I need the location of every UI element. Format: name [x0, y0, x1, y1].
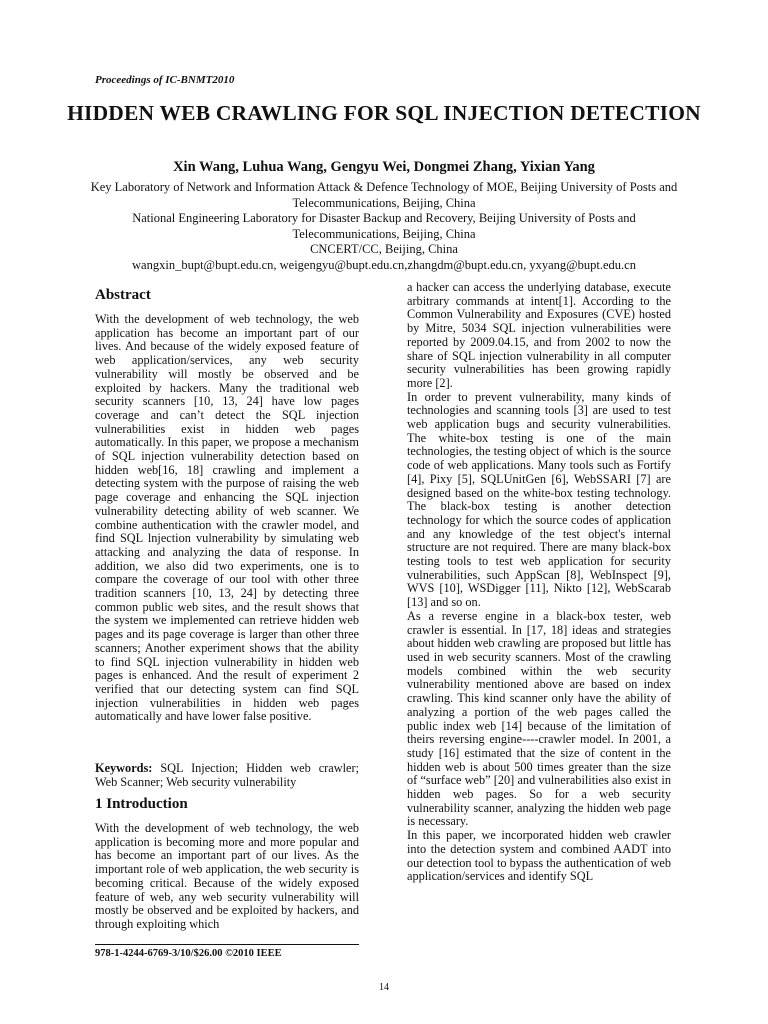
affiliation-bupt-lab: Key Laboratory of Network and Information Attack & Defence Technology of MOE, Beijing University of Posts and Telecommunications, Beijing, China — [90, 180, 678, 210]
abstract-text: With the development of web technology, the web application has become an important part of our lives. And because of the widely exposed feature of web application/services, any web security vulnerability will mostly be observed and be exploited by hackers. Many the traditional web security scanners [10, 13, 24] have low pages coverage and can’t detect the SQL injection vulnerabilities exist in hidden web pages automatically. In this paper, we propose a mechanism of SQL injection vulnerability detection based on hidden web[16, 18] crawling and implement a detecting system with the purpose of raising the web page coverage and enhancing the SQL injection vulnerability detecting ability of web scanner. We combine authentication with the crawler model, and find SQL lnjection vulnerability by simulating web attacking and analyzing the data of response. In addition, we also did two experiments, one is to compare the coverage of our tool with other three tradition scanners [10, 13, 24] by detecting three common public web sites, and the result shows that the system we implemented can retrieve hidden web pages and its page coverage is larger than other three scanners; Another experiment shows that the ability to find SQL injection vulnerability in hidden web pages is enhanced. And the result of experiment 2 verified that our detecting system can find SQL injection vulnerabilities in hidden web pages automatically and have lower false positive. — [95, 312, 359, 724]
abstract-heading: Abstract — [95, 287, 151, 303]
introduction-paragraph: As a reverse engine in a black-box tester, web crawler is essential. In [17, 18] ideas and strategies about hidden web crawling are proposed but little has used in web security scanners. Most of the crawling models combined within the web security vulnerability mentioned above are based on index crawling. This kind scanner only have the ability of analyzing a portion of the web pages called the public index web [14] because of the limitation of theirs reversing engine----crawler model. In 2001, a study [16] estimated that the size of content in the hidden web is about 500 times greater than the size of “surface web” [20] and vulnerabilities also exist in hidden web pages. So for a web security vulnerability scanner, analyzing the hidden web page is necessary. — [407, 608, 671, 829]
paper-title: HIDDEN WEB CRAWLING FOR SQL INJECTION DETECTION — [67, 101, 701, 125]
keywords-text: SQL Injection; Hidden web crawler; Web Scanner; Web security vulnerability — [95, 761, 359, 789]
introduction-right-column — [407, 281, 671, 884]
isbn-copyright: 978-1-4244-6769-3/10/$26.00 ©2010 IEEE — [95, 948, 282, 959]
introduction-left-body — [95, 822, 359, 932]
affiliations — [90, 180, 678, 273]
footnote-divider — [95, 944, 359, 945]
abstract-body — [95, 313, 359, 724]
page-number: 14 — [379, 982, 389, 993]
author-list: Xin Wang, Luhua Wang, Gengyu Wei, Dongmei Zhang, Yixian Yang — [173, 159, 595, 175]
affiliation-cncert: CNCERT/CC, Beijing, China — [310, 242, 458, 256]
introduction-paragraph: In this paper, we incorporated hidden web crawler into the detection system and combined AADT into our detection tool to bypass the authentication of web application/services and identify SQL — [407, 828, 671, 884]
author-emails: wangxin_bupt@bupt.edu.cn, weigengyu@bupt.edu.cn,zhangdm@bupt.edu.cn, yxyang@bupt.edu.cn — [132, 257, 636, 272]
introduction-heading: 1 Introduction — [95, 796, 188, 812]
proceedings-header: Proceedings of IC-BNMT2010 — [95, 74, 235, 86]
affiliation-disaster-lab: National Engineering Laboratory for Disaster Backup and Recovery, Beijing University of Posts and Telecommunications, Beijing, China — [132, 211, 636, 241]
introduction-paragraph: a hacker can access the underlying database, execute arbitrary commands at intent[1]. According to the Common Vulnerability and Exposures (CVE) hosted by Mitre, 5034 SQL injection vulnerabilities were reported by 2009.04.15, and from 2002 to now the share of SQL injection vulnerability in all computer security vulnerabilities has been growing rapidly more [2]. — [407, 280, 671, 390]
keywords — [95, 762, 359, 789]
introduction-paragraph: With the development of web technology, the web application is becoming more and more popular and has become an important part of our lives. As the important role of web application, the web security is becoming critical. Because of the widely exposed feature of web, any web security vulnerability will mostly be observed and be exploited by hackers, and through exploiting which — [95, 821, 359, 931]
introduction-paragraph: In order to prevent vulnerability, many kinds of technologies and scanning tools [3] are used to test web application bugs and security vulnerabilities. The white-box testing is one of the main technologies, the testing object of which is the source code of web applications. Many tools such as Fortify [4], Pixy [5], SQLUnitGen [6], WebSSARI [7] are designed based on the white-box testing technology. The black-box testing is another detection technology for which the source codes of application and any knowledge of the test object's internal structure are not required. There are many black-box testing tools to test web application for security vulnerabilities, such AppScan [8], WebInspect [9], WVS [10], WSDigger [11], Nikto [12], WebScarab [13] and so on. — [407, 389, 671, 610]
keywords-label: Keywords: — [95, 761, 153, 775]
keywords-line — [95, 762, 359, 789]
